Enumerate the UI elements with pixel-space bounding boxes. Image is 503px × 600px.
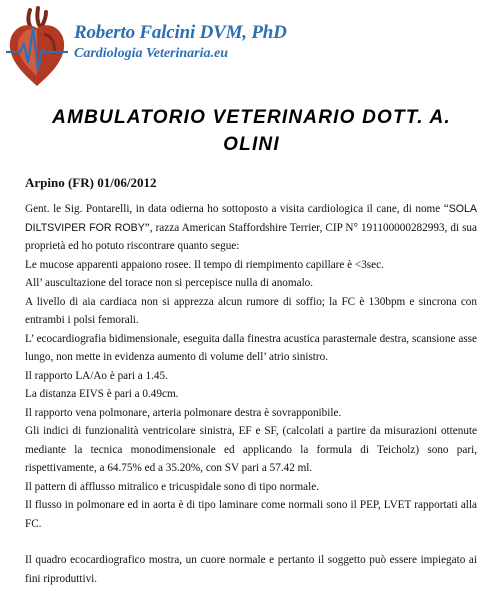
paragraph-indici: Gli indici di funzionalità ventricolare sinistra, EF e SF, (calcolati a partire da misurazioni ottenute mediante la tecnica monodimensionale ed applicando la formula di Teicholz) sono pari, rispettivamente, a 64.75% ed a 35.20%, con SV pari a 57.42 ml. <box>25 425 477 474</box>
title-line-2: OLINI <box>223 134 280 155</box>
paragraph-ecocardiografia: L’ ecocardiografia bidimensionale, eseguita dalla finestra acustica parasternale destra, scansione asse lungo, non mette in evidenza aumento di volume dell’ atrio sinistro. <box>25 332 477 363</box>
page-title <box>20 104 483 158</box>
report-body <box>25 200 477 588</box>
paragraph-mucose: Le mucose apparenti appaiono rosee. Il tempo di riempimento capillare è <3sec. <box>25 258 384 271</box>
dog-name: SOLA DILTSVIPER FOR ROBY <box>25 203 477 234</box>
place-date: Arpino (FR) 01/06/2012 <box>25 175 157 190</box>
paragraph-conclusione: Il quadro ecocardiografico mostra, un cuore normale e pertanto il soggetto può essere impiegato ai fini riproduttivi. <box>25 554 477 585</box>
intro-text-a: Gent. le Sig. Pontarelli, in data odierna ho sottoposto a visita cardiologica il cane, di nome “ <box>25 203 449 215</box>
paragraph-eivs: La distanza EIVS è pari a 0.49cm. <box>25 388 179 400</box>
brand-subtitle: Cardiologia Veterinaria.eu <box>74 46 229 61</box>
brand-name: Roberto Falcini DVM, PhD <box>74 22 287 43</box>
paragraph-la-ao: Il rapporto LA/Ao è pari a 1.45. <box>25 369 168 382</box>
paragraph-intro <box>25 200 477 256</box>
title-line-1: AMBULATORIO VETERINARIO DOTT. A. <box>52 107 451 128</box>
paragraph-aia-cardiaca: A livello di aia cardiaca non si apprezza alcun rumore di soffio; la FC è 130bpm e sincrona con entrambi i polsi femorali. <box>25 295 477 326</box>
paragraph-afflusso: Il pattern di afflusso mitralico e tricuspidale sono di tipo normale. <box>25 480 320 493</box>
paragraph-flusso: Il flusso in polmonare ed in aorta è di tipo laminare come normali sono il PEP, LVET rapportati alla FC. <box>25 499 477 530</box>
intro-text-b: ”, razza American Staffordshire Terrier, CIP N° 191100000282993, di sua proprietà ed ho potuto riscontrare quanto segue: <box>25 221 477 252</box>
anatomical-heart-with-ecg-icon <box>6 6 68 88</box>
paragraph-vena-polmonare: Il rapporto vena polmonare, arteria polmonare destra è sovrapponibile. <box>25 406 342 419</box>
paragraph-gap <box>25 533 477 551</box>
paragraph-auscultazione: All’ auscultazione del torace non si percepisce nulla di anomalo. <box>25 277 314 289</box>
